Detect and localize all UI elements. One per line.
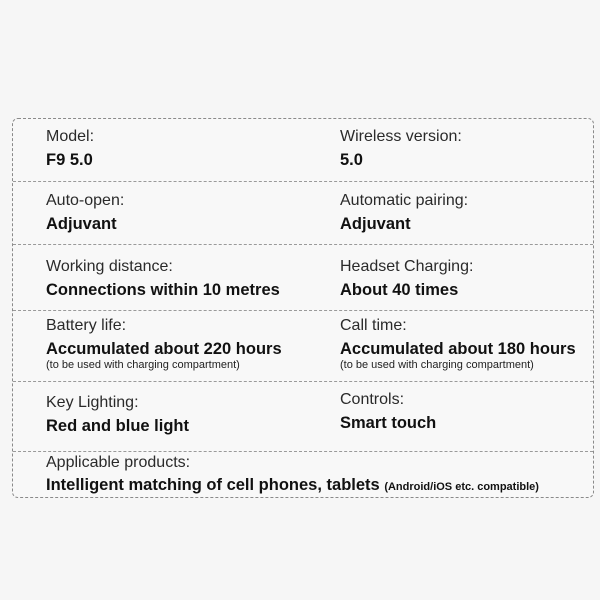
auto-open-label: Auto-open: (46, 192, 125, 209)
call-time-label: Call time: (340, 317, 407, 334)
key-lighting-label: Key Lighting: (46, 394, 139, 411)
wireless-version-value: 5.0 (340, 151, 363, 169)
headset-charging-label: Headset Charging: (340, 258, 474, 275)
wireless-version-label: Wireless version: (340, 128, 462, 145)
model-value: F9 5.0 (46, 151, 93, 169)
headset-charging-value: About 40 times (340, 281, 459, 299)
working-distance-value: Connections within 10 metres (46, 281, 280, 299)
applicable-products-value: Intelligent matching of cell phones, tablets (46, 476, 380, 494)
applicable-products-note: (Android/iOS etc. compatible) (384, 481, 539, 493)
auto-open-value: Adjuvant (46, 215, 117, 233)
applicable-products-value-line (46, 476, 539, 495)
model-label: Model: (46, 128, 95, 145)
spec-row-model (13, 119, 593, 182)
controls-value: Smart touch (340, 414, 437, 432)
working-distance-label: Working distance: (46, 258, 173, 275)
key-lighting-value: Red and blue light (46, 417, 189, 435)
spec-row-auto-open (13, 181, 593, 245)
automatic-pairing-label: Automatic pairing: (340, 192, 469, 209)
spec-row-applicable-products (13, 451, 593, 497)
spec-row-battery-life (13, 310, 593, 382)
call-time-value: Accumulated about 180 hours (340, 340, 576, 358)
call-time-note: (to be used with charging compartment) (340, 359, 534, 371)
spec-row-key-lighting (13, 381, 593, 452)
battery-life-value: Accumulated about 220 hours (46, 340, 282, 358)
controls-label: Controls: (340, 391, 405, 408)
spec-table (12, 118, 594, 498)
automatic-pairing-value: Adjuvant (340, 215, 411, 233)
spec-row-working-distance (13, 244, 593, 311)
battery-life-label: Battery life: (46, 317, 127, 334)
applicable-products-label: Applicable products: (46, 454, 191, 471)
battery-life-note: (to be used with charging compartment) (46, 359, 240, 371)
